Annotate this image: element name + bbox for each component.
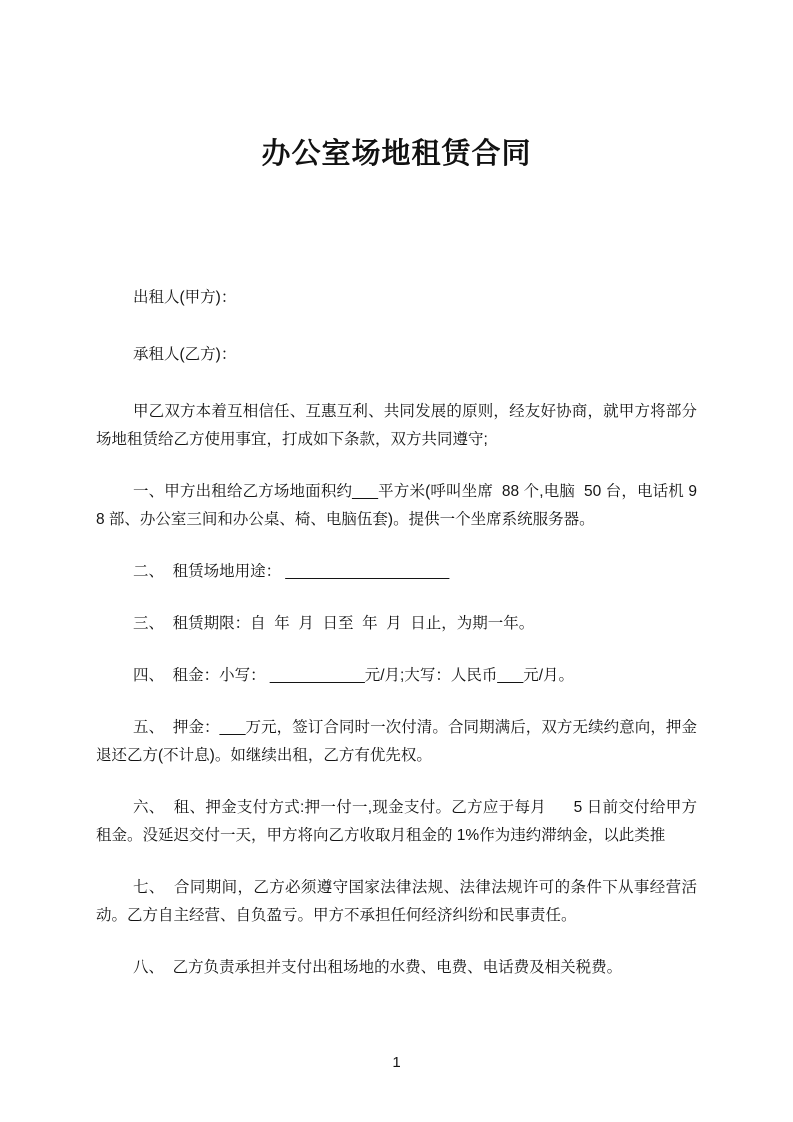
clause-1: 一、甲方出租给乙方场地面积约___平方米(呼叫坐席 88 个,电脑 50 台，电话机 98 部、办公室三间和办公桌、椅、电脑伍套)。提供一个坐席系统服务器。	[96, 483, 697, 528]
clause-6: 六、 租、押金支付方式:押一付一,现金支付。乙方应于每月 5 日前交付给甲方租金。没延迟交付一天，甲方将向乙方收取月租金的 1%作为违约滞纳金，以此类推	[96, 799, 697, 844]
clause-8: 八、 乙方负责承担并支付出租场地的水费、电费、电话费及相关税费。	[133, 959, 623, 976]
clause-4: 四、 租金：小写： ___________元/月;大写：人民币___元/月。	[133, 667, 575, 684]
clause-2: 二、 租赁场地用途： ___________________	[133, 563, 450, 580]
intro-paragraph: 甲乙双方本着互相信任、互惠互利、共同发展的原则，经友好协商，就甲方将部分场地租赁给乙方使用事宜，打成如下条款，双方共同遵守;	[96, 403, 697, 448]
lessor-line: 出租人(甲方)：	[133, 289, 237, 306]
lessee-line: 承租人(乙方)：	[133, 346, 237, 363]
clause-5: 五、 押金：___万元，签订合同时一次付清。合同期满后，双方无续约意向，押金退还乙方(不计息)。如继续出租，乙方有优先权。	[96, 719, 697, 764]
clause-3: 三、 租赁期限：自 年 月 日至 年 月 日止，为期一年。	[133, 615, 535, 632]
page-number: 1	[392, 1054, 401, 1071]
document-title: 办公室场地租赁合同	[261, 138, 532, 170]
clause-7: 七、 合同期间，乙方必须遵守国家法律法规、法律法规许可的条件下从事经营活动。乙方自主经营、自负盈亏。甲方不承担任何经济纠纷和民事责任。	[96, 879, 697, 924]
